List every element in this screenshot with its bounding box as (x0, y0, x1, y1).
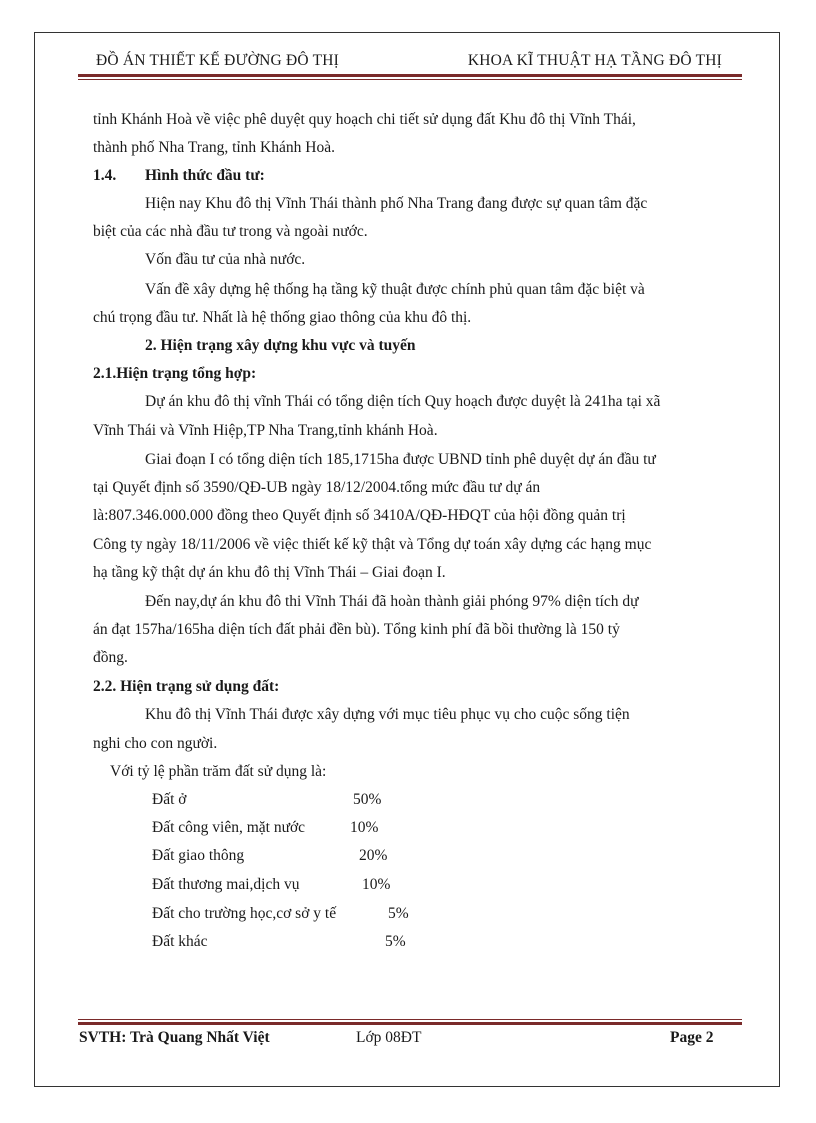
paragraph-line: tại Quyết định số 3590/QĐ-UB ngày 18/12/2004.tổng mức đầu tư dự án (93, 479, 541, 496)
paragraph-line: nghi cho con người. (93, 735, 218, 752)
paragraph-line: là:807.346.000.000 đồng theo Quyết định số 3410A/QĐ-HĐQT của hội đồng quản trị (93, 507, 626, 524)
paragraph-line: Dự án khu đô thị vĩnh Thái có tổng diện tích Quy hoạch được duyệt là 241ha tại xã (145, 393, 661, 410)
land-use-label: Đất ở (152, 791, 187, 808)
land-use-label: Đất công viên, mặt nước (152, 819, 306, 836)
paragraph-line: tỉnh Khánh Hoà về việc phê duyệt quy hoạch chi tiết sử dụng đất Khu đô thị Vĩnh Thái, (93, 111, 636, 128)
page-header (78, 52, 742, 72)
paragraph-line: chú trọng đầu tư. Nhất là hệ thống giao thông của khu đô thị. (93, 309, 472, 326)
paragraph-line: Vấn đề xây dựng hệ thống hạ tầng kỹ thuật được chính phủ quan tâm đặc biệt và (145, 281, 645, 298)
paragraph-line: Giai đoạn I có tổng diện tích 185,1715ha được UBND tỉnh phê duyệt dự án đầu tư (145, 451, 656, 468)
section-heading: Hình thức đầu tư: (145, 167, 265, 184)
land-use-label: Đất khác (152, 933, 208, 950)
land-use-label: Đất thương mai,dịch vụ (152, 876, 300, 893)
land-use-value: 20% (359, 847, 388, 864)
header-rule-thick (78, 74, 742, 77)
section-number: 1.4. (93, 167, 117, 184)
header-department: KHOA KĨ THUẬT HẠ TẦNG ĐÔ THỊ (467, 52, 722, 69)
paragraph-line: Vĩnh Thái và Vĩnh Hiệp,TP Nha Trang,tỉnh khánh Hoà. (93, 422, 438, 439)
footer-rule-thin (78, 1019, 742, 1020)
paragraph-line: Đến nay,dự án khu đô thi Vĩnh Thái đã hoàn thành giải phóng 97% diện tích dự (145, 593, 639, 610)
footer-student-name: SVTH: Trà Quang Nhất Việt (79, 1029, 270, 1046)
land-use-label: Đất giao thông (152, 847, 245, 864)
land-use-label: Đất cho trường học,cơ sở y tế (152, 905, 337, 922)
header-rule-thin (78, 79, 742, 80)
land-use-value: 5% (388, 905, 409, 922)
page-border (34, 32, 780, 1087)
header-project-title: ĐỒ ÁN THIẾT KẾ ĐƯỜNG ĐÔ THỊ (96, 52, 340, 69)
paragraph-line: Khu đô thị Vĩnh Thái được xây dựng với mục tiêu phục vụ cho cuộc sống tiện (145, 706, 630, 723)
footer-class: Lớp 08ĐT (356, 1029, 422, 1046)
paragraph-line: thành phố Nha Trang, tỉnh Khánh Hoà. (93, 139, 335, 156)
paragraph-line: án đạt 157ha/165ha diện tích đất phải đền bù). Tổng kinh phí đã bồi thường là 150 tỷ (93, 621, 620, 638)
footer-rule-thick (78, 1022, 742, 1025)
paragraph-line: biệt của các nhà đầu tư trong và ngoài nước. (93, 223, 368, 240)
land-use-value: 5% (385, 933, 406, 950)
section-heading: 2.2. Hiện trạng sử dụng đất: (93, 678, 280, 695)
land-use-value: 10% (350, 819, 379, 836)
paragraph-line: hạ tầng kỹ thật dự án khu đô thị Vĩnh Thái – Giai đoạn I. (93, 564, 446, 581)
paragraph-line: Vốn đầu tư của nhà nước. (145, 251, 306, 268)
section-heading: 2. Hiện trạng xây dựng khu vực và tuyến (145, 337, 416, 354)
footer-page-number: Page 2 (670, 1029, 714, 1046)
paragraph-line: Với tỷ lệ phần trăm đất sử dụng là: (110, 763, 327, 780)
land-use-value: 10% (362, 876, 391, 893)
paragraph-line: đồng. (93, 649, 128, 666)
paragraph-line: Hiện nay Khu đô thị Vĩnh Thái thành phố Nha Trang đang được sự quan tâm đặc (145, 195, 648, 212)
section-heading: 2.1.Hiện trạng tổng hợp: (93, 365, 257, 382)
paragraph-line: Công ty ngày 18/11/2006 về việc thiết kế kỹ thật và Tổng dự toán xây dựng các hạng mục (93, 536, 652, 553)
land-use-value: 50% (353, 791, 382, 808)
